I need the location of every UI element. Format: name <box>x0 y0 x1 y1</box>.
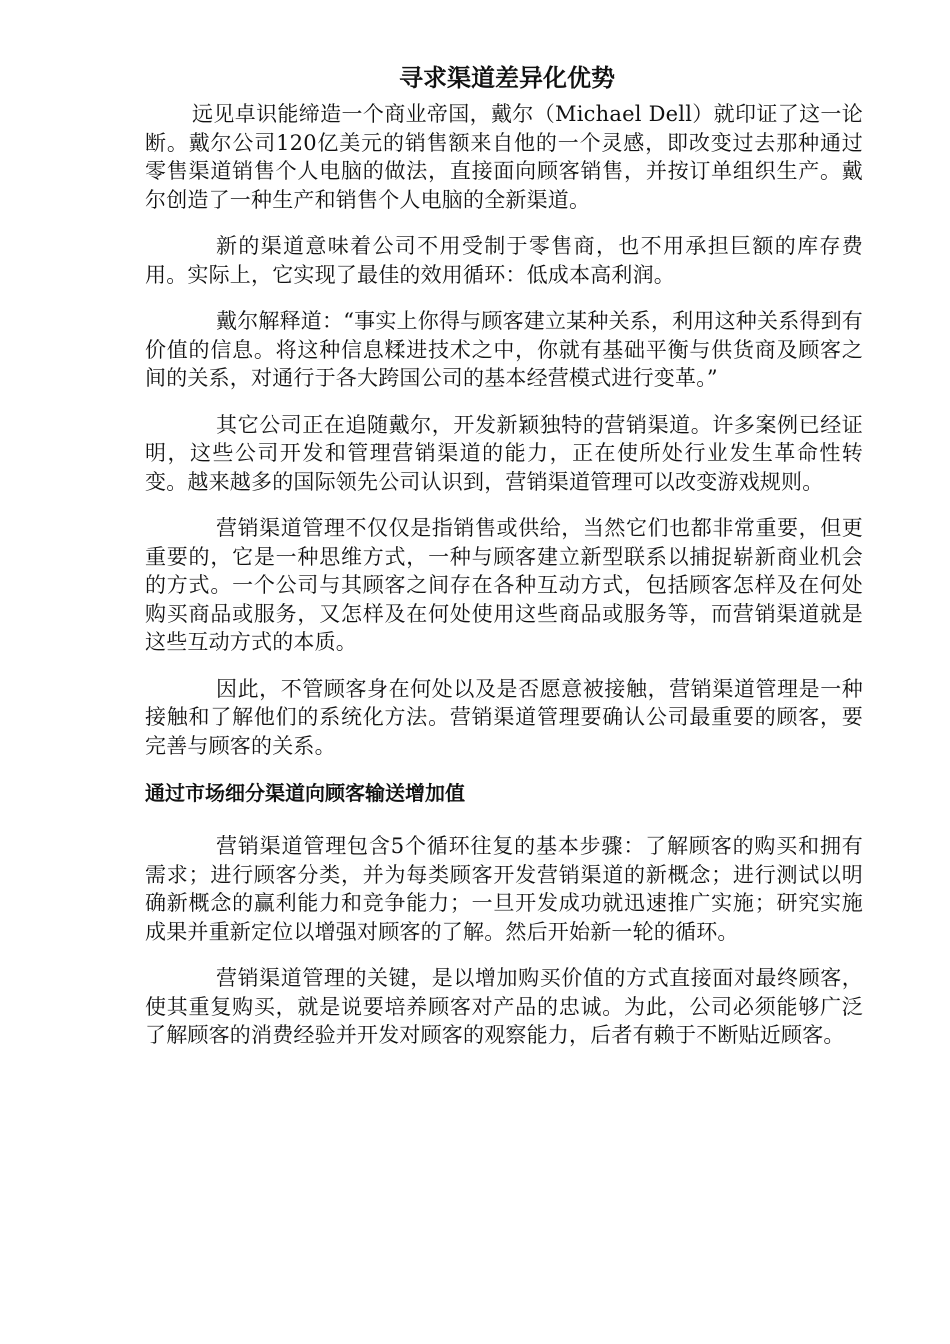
paragraph-dell-intro: 远见卓识能缔造一个商业帝国，戴尔（Michael Dell）就印证了这一论断。戴尔公司120亿美元的销售额来自他的一个灵感，即改变过去那种通过零售渠道销售个人电脑的做法，直接面向顾客销售，并按订单组织生产。戴尔创造了一种生产和销售个人电脑的全新渠道。 <box>145 102 863 212</box>
paragraph-followers: 其它公司正在追随戴尔，开发新颖独特的营销渠道。许多案例已经证明，这些公司开发和管理营销渠道的能力，正在使所处行业发生革命性转变。越来越多的国际领先公司认识到，营销渠道管理可以改变游戏规则。 <box>145 412 863 494</box>
paragraph-systematic-method: 因此，不管顾客身在何处以及是否愿意被接触，营销渠道管理是一种接触和了解他们的系统化方法。营销渠道管理要确认公司最重要的顾客，要完善与顾客的关系。 <box>145 676 863 758</box>
paragraph-key-loyalty: 营销渠道管理的关键，是以增加购买价值的方式直接面对最终顾客，使其重复购买，就是说要培养顾客对产品的忠诚。为此，公司必须能够广泛了解顾客的消费经验并开发对顾客的观察能力，后者有赖于不断贴近顾客。 <box>145 966 863 1047</box>
paragraph-new-channel: 新的渠道意味着公司不用受制于零售商，也不用承担巨额的库存费用。实际上，它实现了最佳的效用循环：低成本高利润。 <box>145 234 863 287</box>
document-title: 寻求渠道差异化优势 <box>399 64 615 92</box>
section-subheading: 通过市场细分渠道向顾客输送增加值 <box>145 781 465 805</box>
paragraph-dell-quote: 戴尔解释道：“事实上你得与顾客建立某种关系，利用这种关系得到有价值的信息。将这种信息糅进技术之中，你就有基础平衡与供货商及顾客之间的关系，对通行于各大跨国公司的基本经营模式进行变革。” <box>145 309 863 390</box>
document-page <box>145 60 863 1068</box>
paragraph-channel-management: 营销渠道管理不仅仅是指销售或供给，当然它们也都非常重要，但更重要的，它是一种思维方式，一种与顾客建立新型联系以捕捉崭新商业机会的方式。一个公司与其顾客之间存在各种互动方式，包括顾客怎样及在何处购买商品或服务，又怎样及在何处使用这些商品或服务等，而营销渠道就是这些互动方式的本质。 <box>145 516 863 654</box>
paragraph-five-steps: 营销渠道管理包含5个循环往复的基本步骤：了解顾客的购买和拥有需求；进行顾客分类，并为每类顾客开发营销渠道的新概念；进行测试以明确新概念的赢利能力和竞争能力；一旦开发成功就迅速推广实施；研究实施成果并重新定位以增强对顾客的了解。然后开始新一轮的循环。 <box>145 834 863 944</box>
